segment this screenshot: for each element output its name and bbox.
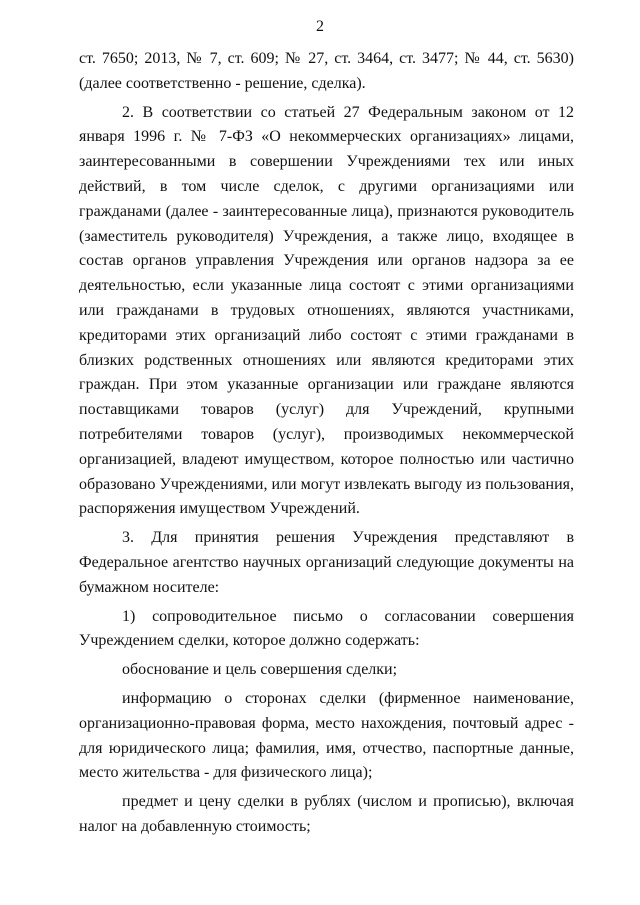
paragraph-justification: обоснование и цель совершения сделки;: [122, 661, 398, 679]
document-body: [79, 47, 574, 840]
paragraph-subitem-1: 1) сопроводительное письмо о согласовании совершения Учреждением сделки, которое должно содержать:: [79, 607, 574, 650]
paragraph-subject-price: предмет и цену сделки в рублях (числом и прописью), включая налог на добавленную стоимость;: [79, 793, 574, 835]
paragraph-parties-info: информацию о сторонах сделки (фирменное наименование, организационно-правовая форма, место нахождения, почтовый адрес - для юридического лица; фамилия, имя, отчество, паспортные данные, место жительства - для физического лица);: [79, 689, 574, 782]
page-number: 2: [316, 18, 324, 35]
paragraph-item-2: 2. В соответствии со статьей 27 Федеральным законом от 12 января 1996 г. № 7-ФЗ «О некоммерческих организациях» лицами, заинтересованными в совершении Учреждениями тех или иных действий, в том числе сделок, с другими организациями или гражданами (далее - заинтересованные лица), признаются руководитель (заместитель руководителя) Учреждения, а также лицо, входящее в состав органов управления Учреждения или органов надзора за ее деятельностью, если указанные лица состоят с этими организациями или гражданами в трудовых отношениях, являются участниками, кредиторами этих организаций либо состоят с этими гражданами в близких родственных отношениях или являются кредиторами этих граждан. При этом указанные организации или граждане являются поставщиками товаров (услуг) для Учреждений, крупными потребителями товаров (услуг), производимых некоммерческой организацией, владеют имуществом, которое полностью или частично образовано Учреждениями, или могут извлекать выгоду из пользования, распоряжения имуществом Учреждений.: [79, 103, 574, 518]
paragraph-continuation: ст. 7650; 2013, № 7, ст. 609; № 27, ст. 3464, ст. 3477; № 44, ст. 5630) (далее соответственно - решение, сделка).: [79, 50, 574, 92]
paragraph-item-3: 3. Для принятия решения Учреждения представляют в Федеральное агентство научных организаций следующие документы на бумажном носителе:: [79, 529, 574, 596]
